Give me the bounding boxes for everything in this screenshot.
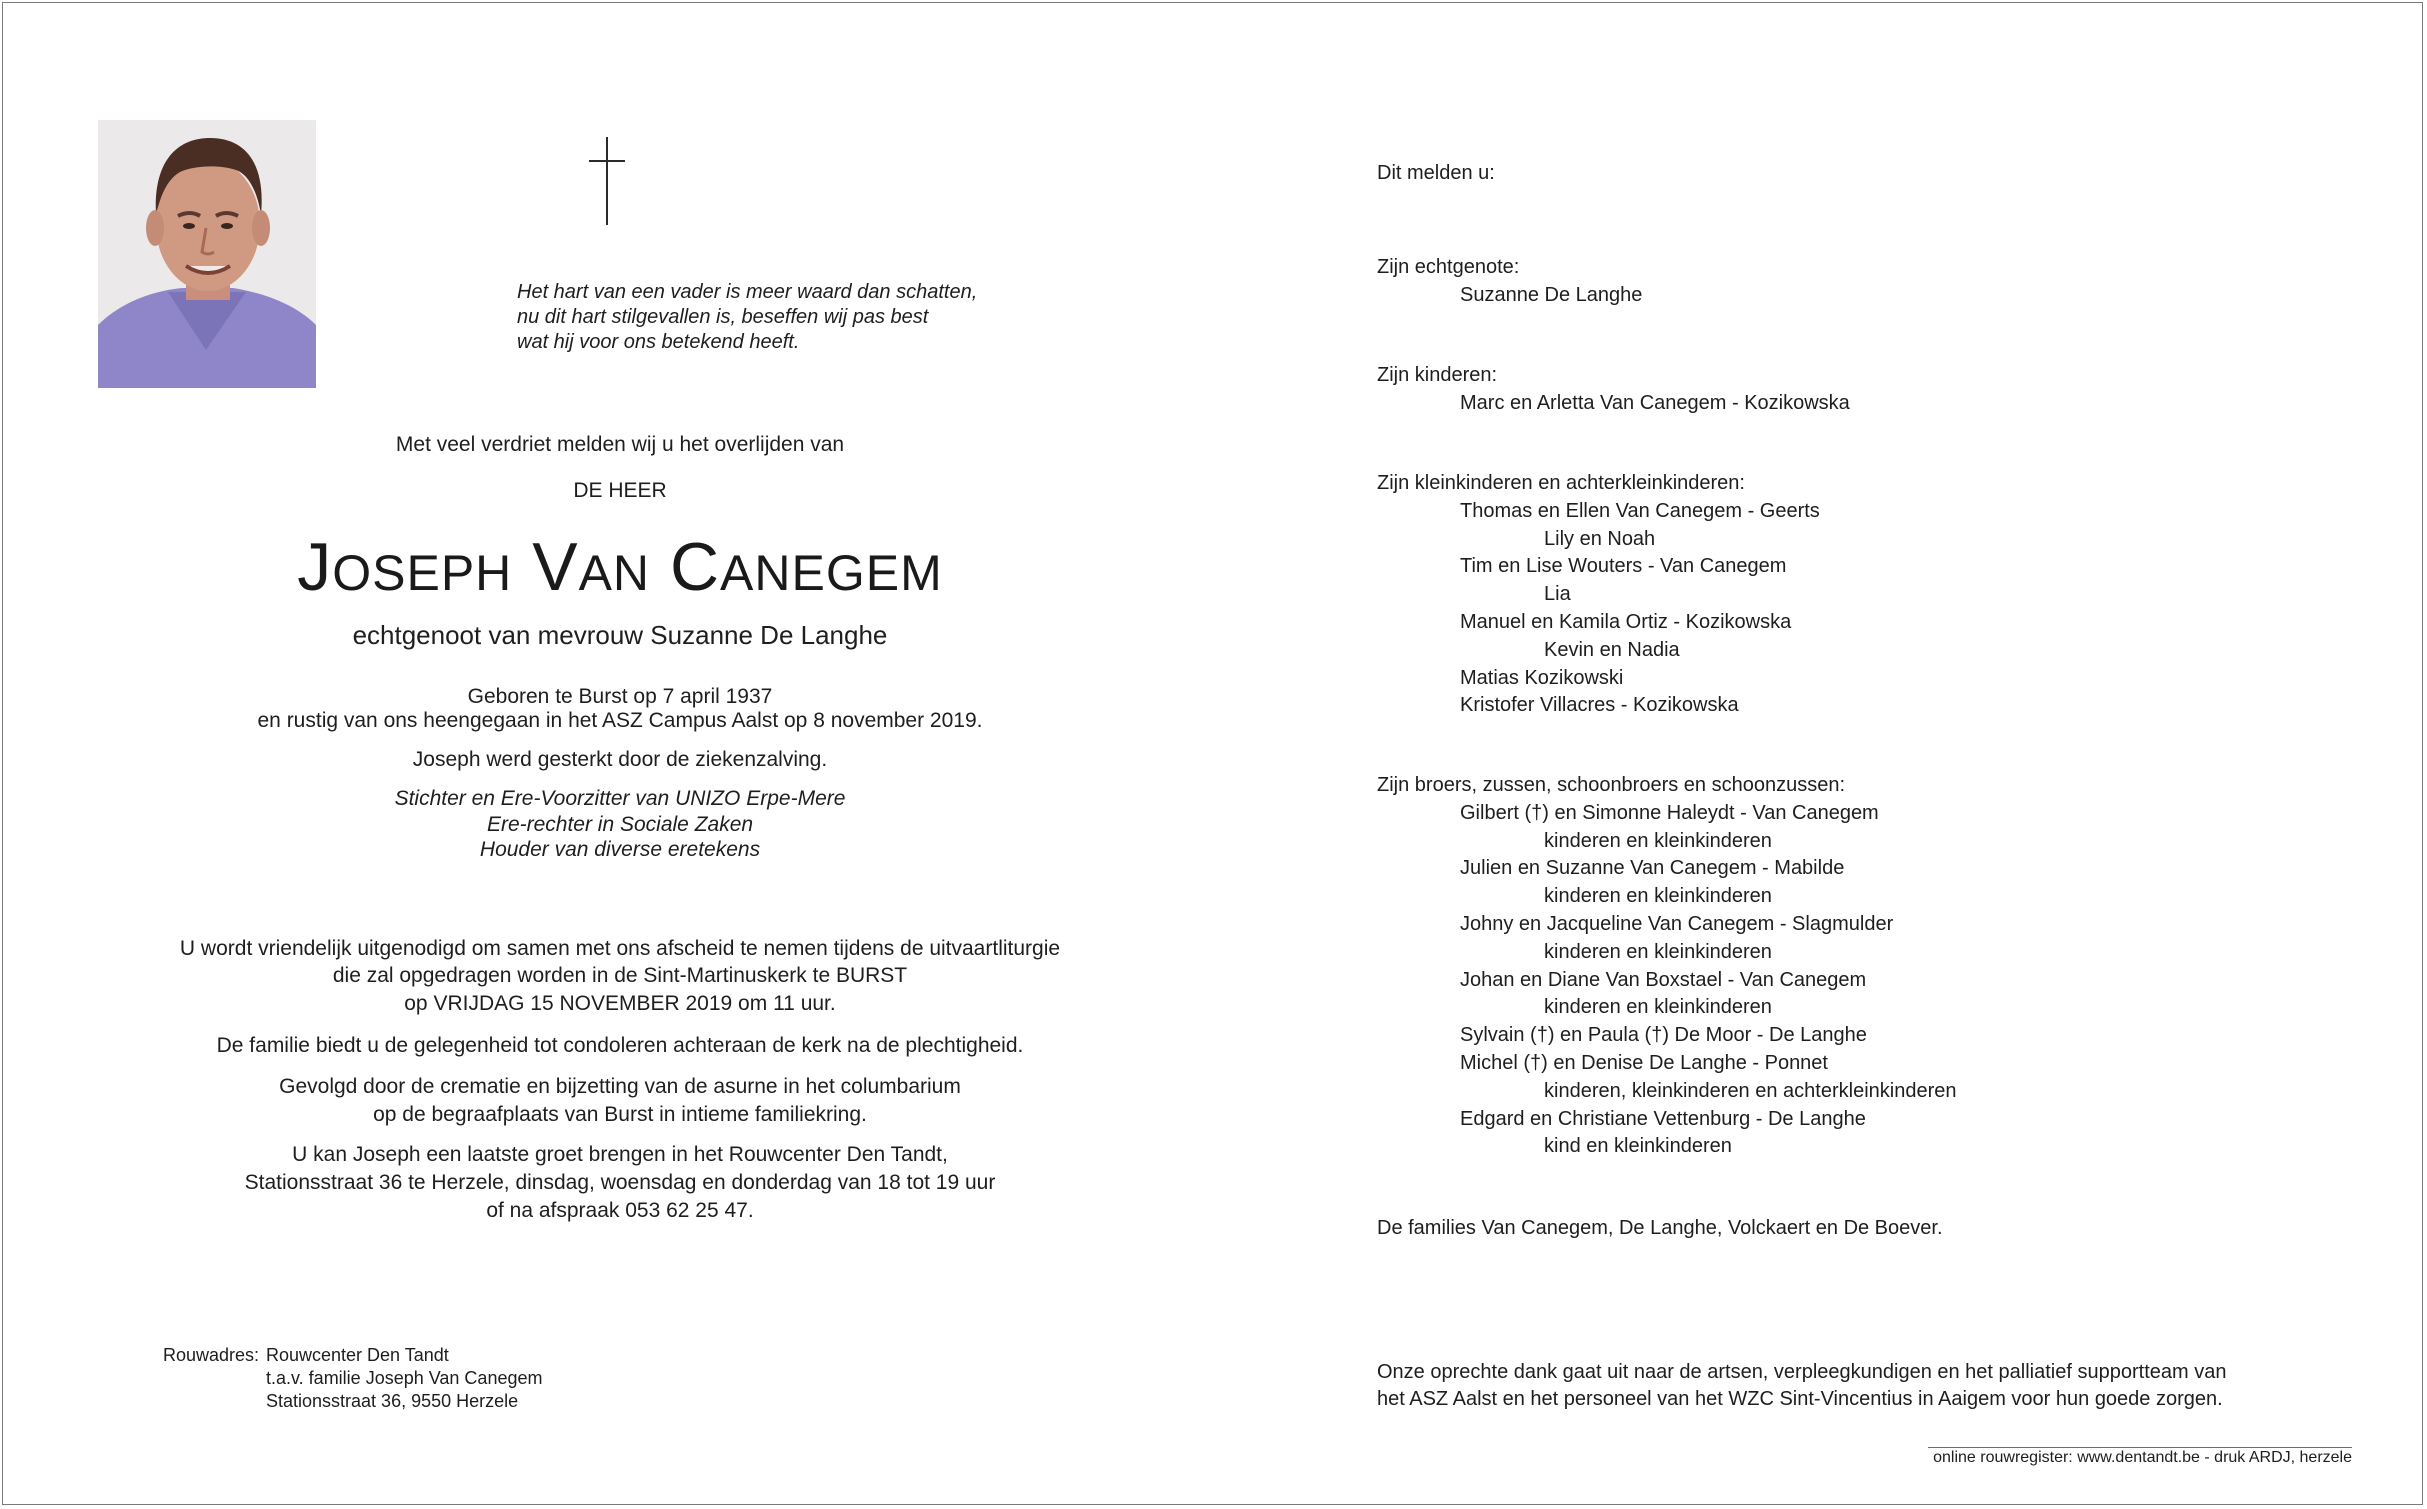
grandchildren-section (1377, 470, 1820, 720)
thanks-note (1377, 1359, 2226, 1413)
family-member: Michel (†) en Denise De Langhe - Ponnet (1460, 1051, 1828, 1074)
cross-icon-bar (589, 160, 625, 162)
family-member: kinderen en kleinkinderen (1544, 829, 1772, 852)
footer-credit: online rouwregister: www.dentandt.be - druk ARDJ, herzele (1933, 1449, 2352, 1466)
children-section (1377, 362, 1850, 418)
announcement-intro: Met veel verdriet melden wij u het overlijden van (395, 433, 845, 456)
family-member: kinderen, kleinkinderen en achterkleinkinderen (1544, 1079, 1957, 1102)
family-member: Suzanne De Langhe (1460, 283, 1643, 306)
quote-line: nu dit hart stilgevallen is, beseffen wij pas best (517, 306, 929, 328)
family-member: Edgard en Christiane Vettenburg - De Langhe (1460, 1107, 1866, 1130)
family-member: kinderen en kleinkinderen (1544, 885, 1772, 908)
spouse-line: echtgenoot van mevrouw Suzanne De Langhe (352, 620, 888, 650)
honor-line: Ere-rechter in Sociale Zaken (486, 813, 754, 836)
death-line: en rustig van ons heengegaan in het ASZ Campus Aalst op 8 november 2019. (257, 709, 983, 732)
quote-line: Het hart van een vader is meer waard dan schatten, (517, 281, 978, 303)
honor-line: Houder van diverse eretekens (479, 838, 761, 861)
address-line: t.a.v. familie Joseph Van Canegem (266, 1368, 543, 1388)
family-member: kinderen en kleinkinderen (1544, 940, 1772, 963)
family-member: Gilbert (†) en Simonne Haleydt - Van Canegem (1460, 801, 1879, 824)
condolence-line: De familie biedt u de gelegenheid tot condoleren achteraan de kerk na de plechtigheid. (216, 1034, 1024, 1057)
spouse-section (1377, 254, 1642, 310)
families-line: De families Van Canegem, De Langhe, Volckaert en De Boever. (1377, 1217, 1943, 1239)
family-intro: Dit melden u: (1377, 162, 1495, 184)
family-member: kind en kleinkinderen (1544, 1135, 1732, 1158)
visit-line: Stationsstraat 36 te Herzele, dinsdag, woensdag en donderdag van 18 tot 19 uur (244, 1171, 996, 1194)
birth-line: Geboren te Burst op 7 april 1937 (467, 685, 773, 708)
section-heading: Zijn kleinkinderen en achterkleinkinderen: (1377, 472, 1745, 494)
family-member: Lia (1544, 583, 1571, 606)
family-member: Kristofer Villacres - Kozikowska (1460, 694, 1739, 717)
honor-line: Stichter en Ere-Voorzitter van UNIZO Erpe-Mere (394, 787, 846, 810)
family-member: Thomas en Ellen Van Canegem - Geerts (1460, 499, 1820, 522)
memorial-quote (517, 280, 977, 355)
section-heading: Zijn kinderen: (1377, 364, 1498, 386)
thanks-line: Onze oprechte dank gaat uit naar de artsen, verpleegkundigen en het palliatief supportteam van (1377, 1361, 2227, 1383)
visit-line: U kan Joseph een laatste groet brengen in het Rouwcenter Den Tandt, (292, 1143, 948, 1166)
family-member: kinderen en kleinkinderen (1544, 996, 1772, 1019)
family-member: Kevin en Nadia (1544, 638, 1680, 661)
cremation-line: Gevolgd door de crematie en bijzetting van de asurne in het columbarium (279, 1075, 961, 1098)
portrait-photo (98, 120, 316, 388)
family-member: Johan en Diane Van Boxstael - Van Canegem (1460, 968, 1867, 991)
footer-divider (1928, 1447, 2352, 1448)
cremation-line: op de begraafplaats van Burst in intieme familiekring. (373, 1103, 867, 1126)
family-member: Marc en Arletta Van Canegem - Kozikowska (1460, 391, 1850, 414)
title-de-heer: DE HEER (573, 479, 667, 502)
visit-line: of na afspraak 053 62 25 47. (486, 1199, 754, 1222)
invitation-line: op VRIJDAG 15 NOVEMBER 2019 om 11 uur. (404, 992, 836, 1015)
quote-line: wat hij voor ons betekend heeft. (517, 331, 800, 353)
deceased-name: JOSEPH VAN CANEGEM (297, 529, 943, 605)
section-heading: Zijn echtgenote: (1377, 256, 1520, 278)
address-line: Stationsstraat 36, 9550 Herzele (266, 1391, 519, 1411)
family-member: Manuel en Kamila Ortiz - Kozikowska (1460, 610, 1792, 633)
thanks-line: het ASZ Aalst en het personeel van het WZC Sint-Vincentius in Aaigem voor hun goede zorgen. (1377, 1388, 2223, 1410)
family-member: Lily en Noah (1544, 527, 1656, 550)
family-member: Matias Kozikowski (1460, 666, 1624, 689)
address-line: Rouwcenter Den Tandt (266, 1345, 449, 1365)
siblings-section (1377, 772, 1956, 1161)
invitation-line: U wordt vriendelijk uitgenodigd om samen met ons afscheid te nemen tijdens de uitvaartliturgie (179, 937, 1061, 960)
address-label: Rouwadres: (163, 1345, 260, 1365)
invitation-line: die zal opgedragen worden in de Sint-Martinuskerk te BURST (332, 964, 908, 987)
sacrament-line: Joseph werd gesterkt door de ziekenzalving. (412, 748, 828, 771)
family-member: Sylvain (†) en Paula (†) De Moor - De Langhe (1460, 1024, 1867, 1047)
family-member: Tim en Lise Wouters - Van Canegem (1460, 555, 1787, 578)
family-member: Julien en Suzanne Van Canegem - Mabilde (1460, 857, 1845, 880)
family-member: Johny en Jacqueline Van Canegem - Slagmulder (1460, 912, 1894, 935)
mourning-address (266, 1344, 542, 1413)
section-heading: Zijn broers, zussen, schoonbroers en schoonzussen: (1377, 774, 1846, 796)
cross-icon (606, 137, 608, 225)
